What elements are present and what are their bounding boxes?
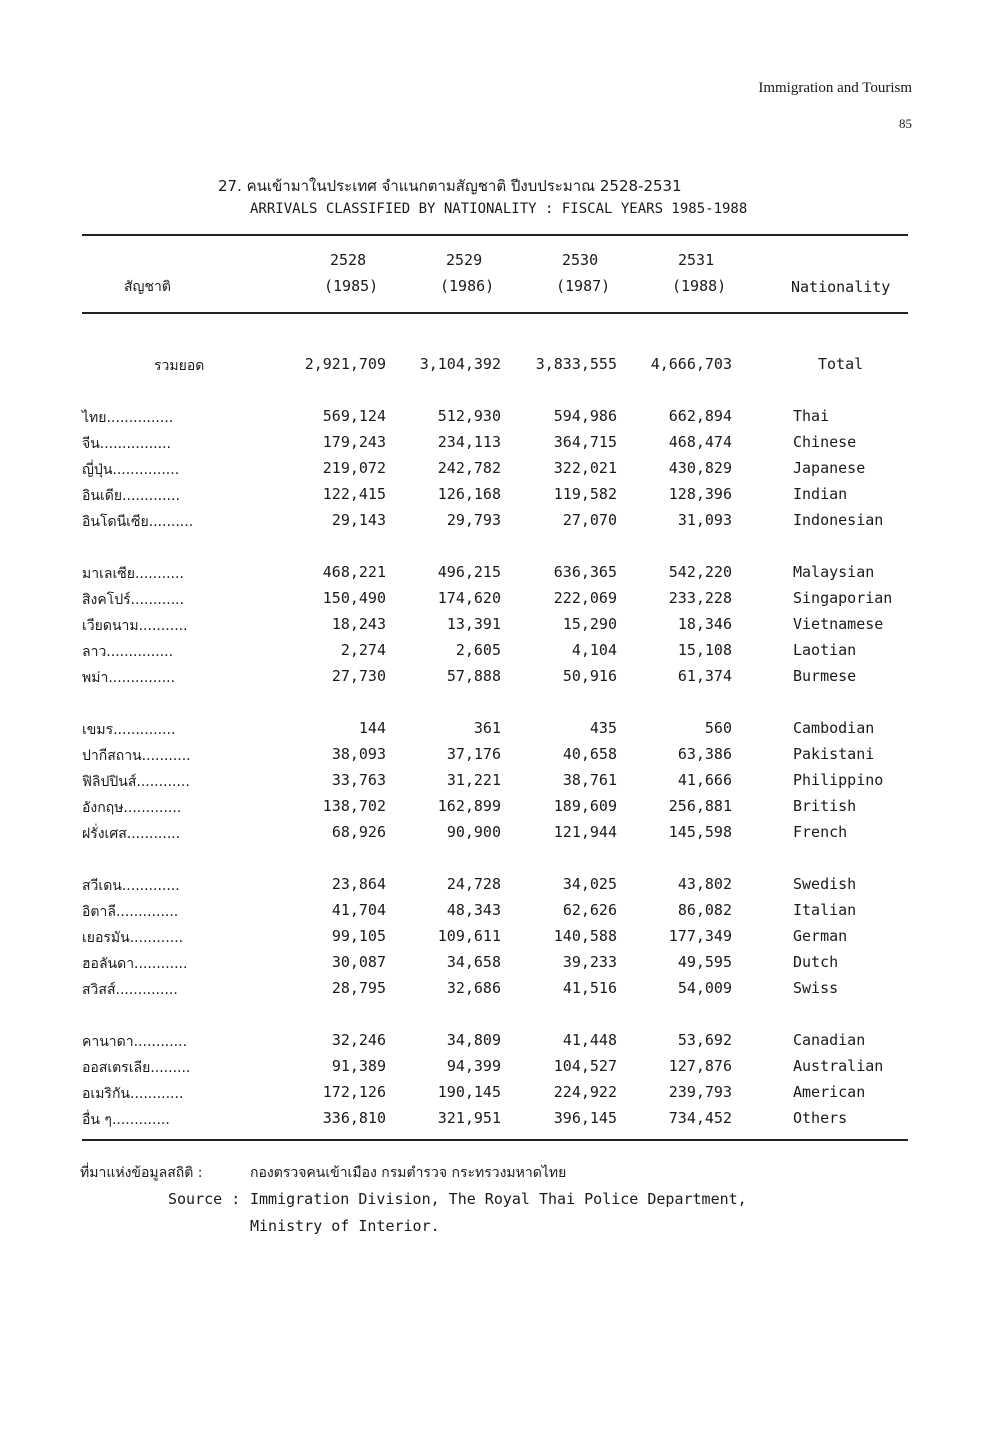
total-label-english: Total — [818, 355, 864, 373]
row-value-1985: 99,105 — [331, 927, 386, 945]
row-value-1988: 43,802 — [677, 875, 732, 893]
row-nationality-english: Indian — [793, 485, 848, 503]
row-value-1986: 126,168 — [437, 485, 501, 503]
row-value-1988: 430,829 — [668, 459, 732, 477]
header-nationality-english: Nationality — [791, 278, 891, 296]
row-nationality-english: Swiss — [793, 979, 839, 997]
row-nationality-thai: อื่น ๆ............. — [82, 1112, 170, 1128]
header-nationality-thai: สัญชาติ — [124, 279, 171, 295]
row-value-1986: 29,793 — [446, 511, 501, 529]
row-value-1987: 222,069 — [553, 589, 617, 607]
row-value-1987: 121,944 — [553, 823, 617, 841]
row-nationality-english: Cambodian — [793, 719, 875, 737]
row-value-1985: 569,124 — [322, 407, 386, 425]
row-value-1988: 53,692 — [677, 1031, 732, 1049]
row-value-1985: 138,702 — [322, 797, 386, 815]
row-nationality-english: Australian — [793, 1057, 884, 1075]
row-value-1985: 41,704 — [331, 901, 386, 919]
row-value-1987: 15,290 — [562, 615, 617, 633]
row-value-1987: 39,233 — [562, 953, 617, 971]
row-nationality-thai: สวีเดน............. — [82, 878, 180, 894]
top-rule — [82, 234, 908, 236]
row-nationality-thai: อเมริกัน............ — [82, 1086, 184, 1102]
row-value-1988: 61,374 — [677, 667, 732, 685]
row-value-1987: 41,448 — [562, 1031, 617, 1049]
row-nationality-english: Vietnamese — [793, 615, 884, 633]
row-nationality-english: Pakistani — [793, 745, 875, 763]
page-number: 85 — [899, 116, 912, 131]
running-head: Immigration and Tourism — [758, 80, 912, 96]
header-rule — [82, 312, 908, 314]
row-nationality-thai: เยอรมัน............ — [82, 930, 184, 946]
row-nationality-english: German — [793, 927, 848, 945]
row-value-1988: 468,474 — [668, 433, 732, 451]
row-value-1988: 86,082 — [677, 901, 732, 919]
row-value-1988: 15,108 — [677, 641, 732, 659]
header-year-ce-1: (1985) — [324, 277, 379, 295]
row-value-1985: 23,864 — [331, 875, 386, 893]
row-value-1986: 90,900 — [446, 823, 501, 841]
row-nationality-english: Dutch — [793, 953, 839, 971]
row-value-1988: 54,009 — [677, 979, 732, 997]
row-nationality-english: Indonesian — [793, 511, 884, 529]
header-year-be-1: 2528 — [330, 251, 367, 269]
row-nationality-thai: พม่า............... — [82, 670, 176, 686]
row-value-1988: 145,598 — [668, 823, 732, 841]
row-value-1985: 91,389 — [331, 1057, 386, 1075]
row-value-1986: 48,343 — [446, 901, 501, 919]
row-nationality-thai: มาเลเซีย........... — [82, 566, 184, 582]
source-label-english: Source : — [168, 1190, 241, 1208]
row-nationality-thai: ญี่ปุ่น............... — [82, 462, 180, 478]
row-value-1987: 40,658 — [562, 745, 617, 763]
row-value-1988: 31,093 — [677, 511, 732, 529]
row-value-1986: 321,951 — [437, 1109, 501, 1127]
row-nationality-thai: อิตาลี.............. — [82, 904, 179, 920]
row-nationality-thai: ปากีสถาน........... — [82, 748, 191, 764]
row-nationality-english: American — [793, 1083, 866, 1101]
row-value-1985: 468,221 — [322, 563, 386, 581]
row-value-1985: 29,143 — [331, 511, 386, 529]
row-nationality-thai: สิงคโปร์............ — [82, 592, 185, 608]
row-value-1986: 162,899 — [437, 797, 501, 815]
row-value-1987: 50,916 — [562, 667, 617, 685]
source-text-english-line1: Immigration Division, The Royal Thai Police Department, — [250, 1190, 747, 1208]
row-nationality-english: Singaporian — [793, 589, 893, 607]
row-value-1985: 68,926 — [331, 823, 386, 841]
row-value-1985: 172,126 — [322, 1083, 386, 1101]
row-nationality-thai: ฮอลันดา............ — [82, 956, 188, 972]
row-nationality-english: Thai — [793, 407, 830, 425]
row-nationality-english: Others — [793, 1109, 848, 1127]
row-value-1988: 177,349 — [668, 927, 732, 945]
row-value-1988: 239,793 — [668, 1083, 732, 1101]
row-value-1985: 122,415 — [322, 485, 386, 503]
row-value-1986: 24,728 — [446, 875, 501, 893]
header-year-ce-3: (1987) — [556, 277, 611, 295]
row-value-1986: 37,176 — [446, 745, 501, 763]
row-nationality-thai: จีน................ — [82, 436, 171, 452]
row-value-1988: 49,595 — [677, 953, 732, 971]
row-value-1987: 322,021 — [553, 459, 617, 477]
row-value-1986: 361 — [473, 719, 501, 737]
row-value-1987: 364,715 — [553, 433, 617, 451]
row-value-1987: 41,516 — [562, 979, 617, 997]
row-value-1985: 33,763 — [331, 771, 386, 789]
row-value-1986: 31,221 — [446, 771, 501, 789]
row-value-1985: 150,490 — [322, 589, 386, 607]
row-value-1988: 63,386 — [677, 745, 732, 763]
row-value-1988: 542,220 — [668, 563, 732, 581]
row-value-1987: 636,365 — [553, 563, 617, 581]
row-nationality-english: Canadian — [793, 1031, 866, 1049]
row-value-1985: 18,243 — [331, 615, 386, 633]
row-nationality-english: Italian — [793, 901, 857, 919]
row-value-1987: 435 — [589, 719, 617, 737]
row-value-1986: 34,809 — [446, 1031, 501, 1049]
row-value-1985: 179,243 — [322, 433, 386, 451]
row-value-1985: 32,246 — [331, 1031, 386, 1049]
row-nationality-thai: เวียดนาม........... — [82, 618, 188, 634]
table-title-english: ARRIVALS CLASSIFIED BY NATIONALITY : FISCAL YEARS 1985-1988 — [250, 201, 748, 217]
row-value-1985: 219,072 — [322, 459, 386, 477]
row-nationality-english: French — [793, 823, 848, 841]
row-value-1987: 38,761 — [562, 771, 617, 789]
row-value-1986: 174,620 — [437, 589, 501, 607]
table-title-thai: 27. คนเข้ามาในประเทศ จำแนกตามสัญชาติ ปีงบประมาณ 2528-2531 — [218, 177, 682, 195]
row-value-1986: 190,145 — [437, 1083, 501, 1101]
row-value-1987: 27,070 — [562, 511, 617, 529]
row-value-1985: 144 — [358, 719, 386, 737]
row-nationality-thai: อังกฤษ............. — [82, 800, 182, 816]
row-value-1985: 27,730 — [331, 667, 386, 685]
row-nationality-thai: อินเดีย............. — [82, 488, 180, 504]
header-year-be-2: 2529 — [446, 251, 483, 269]
row-value-1985: 30,087 — [331, 953, 386, 971]
row-nationality-thai: ฟิลิปปินส์............ — [82, 774, 190, 790]
row-value-1985: 28,795 — [331, 979, 386, 997]
row-nationality-english: British — [793, 797, 857, 815]
row-nationality-english: Swedish — [793, 875, 857, 893]
row-nationality-thai: สวิสส์.............. — [82, 982, 178, 998]
header-year-be-3: 2530 — [562, 251, 599, 269]
row-value-1988: 128,396 — [668, 485, 732, 503]
header-year-be-4: 2531 — [678, 251, 715, 269]
row-value-1987: 189,609 — [553, 797, 617, 815]
row-value-1987: 396,145 — [553, 1109, 617, 1127]
header-year-ce-2: (1986) — [440, 277, 495, 295]
bottom-rule — [82, 1139, 908, 1141]
row-value-1988: 233,228 — [668, 589, 732, 607]
row-value-1988: 41,666 — [677, 771, 732, 789]
header-year-ce-4: (1988) — [672, 277, 727, 295]
row-value-1987: 594,986 — [553, 407, 617, 425]
row-nationality-thai: คานาดา............ — [82, 1034, 188, 1050]
row-value-1986: 94,399 — [446, 1057, 501, 1075]
source-text-thai: กองตรวจคนเข้าเมือง กรมตำรวจ กระทรวงมหาดไทย — [250, 1165, 567, 1181]
row-value-1988: 127,876 — [668, 1057, 732, 1075]
row-value-1987: 119,582 — [553, 485, 617, 503]
row-value-1987: 34,025 — [562, 875, 617, 893]
row-value-1985: 2,274 — [340, 641, 386, 659]
total-value-1988: 4,666,703 — [650, 355, 732, 373]
row-nationality-thai: อินโดนีเซีย.......... — [82, 514, 194, 530]
row-value-1987: 62,626 — [562, 901, 617, 919]
total-value-1986: 3,104,392 — [419, 355, 501, 373]
row-nationality-english: Burmese — [793, 667, 857, 685]
row-nationality-english: Chinese — [793, 433, 857, 451]
row-value-1986: 512,930 — [437, 407, 501, 425]
row-value-1986: 13,391 — [446, 615, 501, 633]
source-text-english-line2: Ministry of Interior. — [250, 1217, 440, 1235]
row-value-1988: 18,346 — [677, 615, 732, 633]
row-value-1988: 662,894 — [668, 407, 732, 425]
row-value-1986: 496,215 — [437, 563, 501, 581]
row-value-1985: 38,093 — [331, 745, 386, 763]
row-nationality-english: Malaysian — [793, 563, 875, 581]
row-value-1986: 2,605 — [455, 641, 501, 659]
row-nationality-english: Japanese — [793, 459, 866, 477]
row-nationality-thai: ลาว............... — [82, 644, 174, 660]
total-value-1987: 3,833,555 — [535, 355, 617, 373]
row-value-1986: 242,782 — [437, 459, 501, 477]
row-value-1986: 57,888 — [446, 667, 501, 685]
total-label-thai: รวมยอด — [154, 358, 205, 374]
row-nationality-thai: ออสเตรเลีย......... — [82, 1060, 191, 1076]
row-value-1986: 32,686 — [446, 979, 501, 997]
row-value-1988: 560 — [704, 719, 732, 737]
row-nationality-english: Philippino — [793, 771, 884, 789]
row-value-1987: 104,527 — [553, 1057, 617, 1075]
row-nationality-english: Laotian — [793, 641, 857, 659]
row-value-1986: 234,113 — [437, 433, 501, 451]
row-value-1985: 336,810 — [322, 1109, 386, 1127]
source-label-thai: ที่มาแห่งข้อมูลสถิติ : — [80, 1165, 203, 1181]
total-value-1985: 2,921,709 — [304, 355, 386, 373]
row-nationality-thai: ไทย............... — [82, 410, 174, 426]
row-nationality-thai: เขมร.............. — [82, 722, 176, 738]
row-value-1987: 140,588 — [553, 927, 617, 945]
row-value-1986: 109,611 — [437, 927, 501, 945]
row-value-1988: 256,881 — [668, 797, 732, 815]
row-value-1987: 224,922 — [553, 1083, 617, 1101]
row-value-1986: 34,658 — [446, 953, 501, 971]
row-value-1987: 4,104 — [571, 641, 617, 659]
row-nationality-thai: ฝรั่งเศส............ — [82, 826, 181, 842]
row-value-1988: 734,452 — [668, 1109, 732, 1127]
